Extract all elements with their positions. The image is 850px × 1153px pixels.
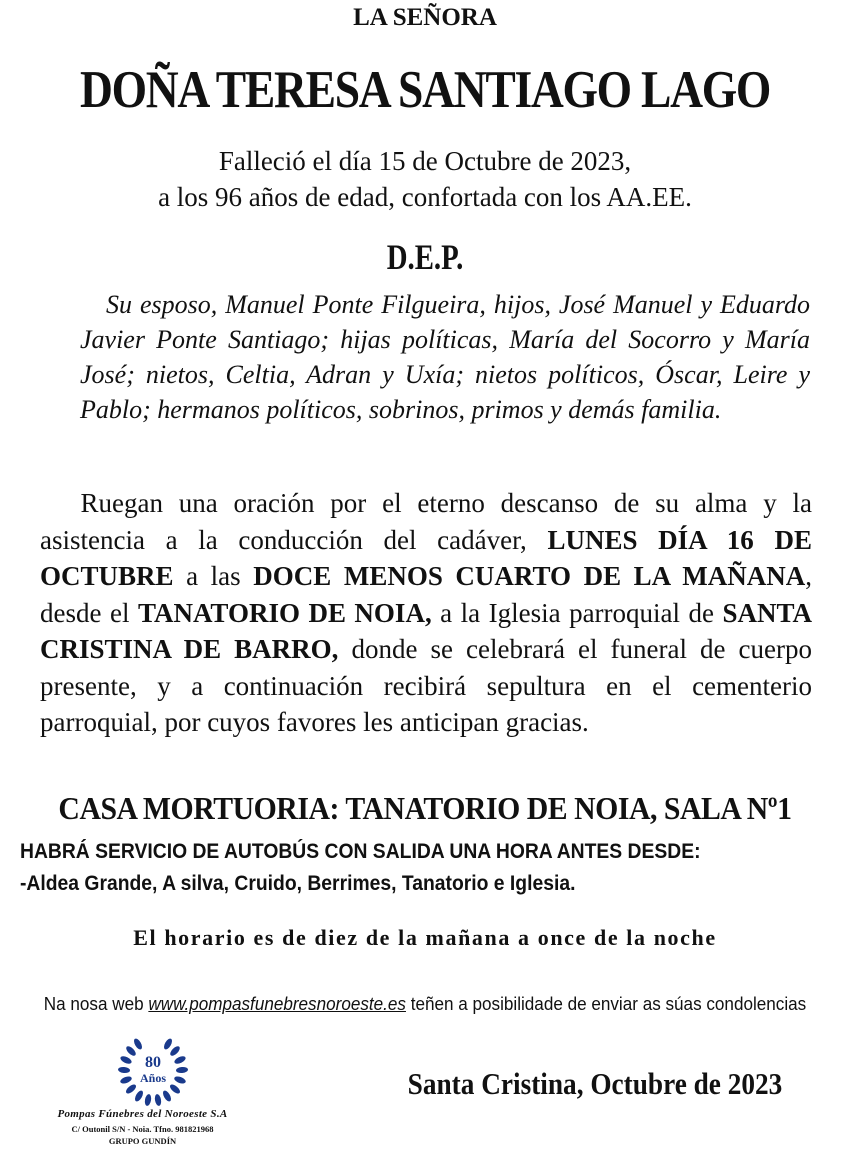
funeral-date: LUNES DÍA 16 DE OCTUBRE — [40, 524, 812, 591]
badge-word: Años — [139, 1071, 167, 1085]
badge-number: 80 — [145, 1054, 161, 1071]
website-link[interactable]: www.pompasfunebresnoroeste.es — [148, 994, 406, 1014]
death-date-line: Falleció el día 15 de Octubre de 2023, — [218, 146, 632, 176]
age-line: a los 96 años de edad, confortada con los AA.EE. — [158, 182, 692, 212]
firm-group: GRUPO GUNDÍN — [108, 1136, 177, 1146]
family-paragraph — [80, 287, 810, 427]
prayer-text: a la Iglesia parroquial de — [431, 597, 723, 628]
bus-service-line: HABRÁ SERVICIO DE AUTOBÚS CON SALIDA UNA HORA ANTES DESDE: — [20, 840, 701, 863]
dep-heading: D.E.P. — [386, 237, 464, 277]
prayer-text: Ruegan una oración por el eterno descanso de su alma y la asistencia a la conducción del cadáver, — [40, 488, 812, 555]
funeral-time: DOCE MENOS CUARTO DE LA MAÑANA — [253, 561, 806, 591]
prayer-text: a las — [173, 561, 254, 591]
firm-address: C/ Outonil S/N - Noia. Tfno. 981821968 — [71, 1124, 214, 1134]
family-text: Su esposo, Manuel Ponte Filgueira, hijos, José Manuel y Eduardo Javier Ponte Santiago; hijas políticas, María del Socorro y María José; nietos, Celtia, Adran y Uxía; nietos políticos, Óscar, Leire y Pablo; hermanos políticos, sobrinos, primos y demás familia. — [80, 290, 810, 424]
prayer-text: donde se celebrará el funeral de cuerpo presente, y a continuación recibirá sepultura en el cementerio parroquial, por cuyos favores les anticipan gracias. — [40, 634, 812, 737]
web-prefix: Na nosa web — [43, 994, 149, 1014]
bus-stops-line: -Aldea Grande, A silva, Cruido, Berrimes, Tanatorio e Iglesia. — [20, 872, 576, 895]
laurel-wreath-icon — [108, 1032, 198, 1108]
deceased-name: DOÑA TERESA SANTIAGO LAGO — [79, 61, 771, 119]
mortuary-line: CASA MORTUORIA: TANATORIO DE NOIA, SALA Nº1 — [58, 790, 792, 826]
departure-place: TANATORIO DE NOIA, — [137, 597, 432, 628]
prayer-paragraph — [40, 485, 812, 741]
place-date: Santa Cristina, Octubre de 2023 — [407, 1066, 783, 1101]
firm-name: Pompas Fúnebres del Noroeste S.A — [57, 1108, 228, 1120]
web-condolences-line — [21, 994, 829, 1015]
prayer-text: , desde el — [40, 561, 812, 628]
church-name: SANTA CRISTINA DE BARRO, — [40, 597, 812, 664]
funeral-home-logo — [30, 1032, 255, 1152]
honorific: LA SEÑORA — [353, 4, 497, 31]
web-suffix: teñen a posibilidade de enviar as súas condolencias — [405, 994, 807, 1014]
visiting-hours: El horario es de diez de la mañana a once de la noche — [133, 925, 717, 950]
